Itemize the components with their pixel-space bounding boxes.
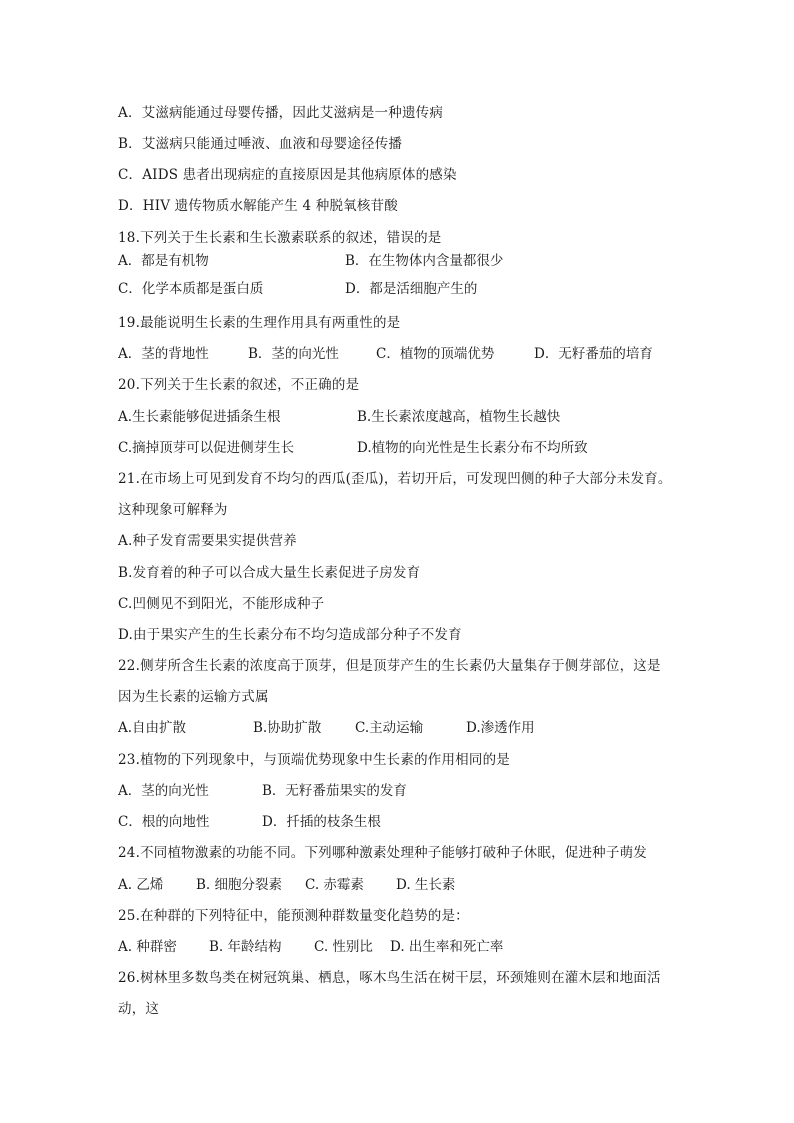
q20-stem: 20.下列关于生长素的叙述，不正确的是 (118, 377, 360, 393)
q20-option-d: D.植物的向光性是生长素分布不均所致 (357, 440, 588, 456)
q24-option-a: A. 乙烯 (118, 877, 164, 893)
q23-option-d: D．扦插的枝条生根 (262, 814, 381, 830)
q22-option-a: A.自由扩散 (118, 720, 187, 736)
q18-option-c: C．化学本质都是蛋白质 (118, 281, 264, 297)
q26-stem-line2: 动，这 (118, 1001, 160, 1017)
q24-option-b: B. 细胞分裂素 (196, 877, 283, 893)
q24-stem: 24.不同植物激素的功能不同。下列哪种激素处理种子能够打破种子休眠，促进种子萌发 (118, 845, 647, 861)
q23-option-a: A．茎的向光性 (118, 783, 209, 799)
q25-option-d: D. 出生率和死亡率 (390, 939, 504, 955)
q24-option-d: D. 生长素 (396, 877, 456, 893)
q21-stem-line1: 21.在市场上可见到发育不均匀的西瓜(歪瓜)，若切开后，可发现凹侧的种子大部分未发育。 (118, 471, 672, 487)
q26-stem-line1: 26.树林里多数鸟类在树冠筑巢、栖息，啄木鸟生活在树干层，环颈雉则在灌木层和地面活 (118, 970, 661, 986)
q20-option-c: C.摘掉顶芽可以促进侧芽生长 (118, 440, 295, 456)
q18-stem: 18.下列关于生长素和生长激素联系的叙述，错误的是 (118, 230, 442, 246)
q19-option-c: C．植物的顶端优势 (376, 346, 495, 362)
q21-stem-line2: 这种现象可解释为 (118, 502, 228, 518)
q25-option-b: B. 年龄结构 (209, 939, 282, 955)
q23-option-b: B．无籽番茄果实的发育 (262, 783, 407, 799)
q23-option-c: C．根的向地性 (118, 814, 210, 830)
q17-option-d: D．HIV 遗传物质水解能产生 4 种脱氧核苷酸 (118, 198, 398, 214)
q23-stem: 23.植物的下列现象中，与顶端优势现象中生长素的作用相同的是 (118, 752, 510, 768)
q22-stem-line1: 22.侧芽所含生长素的浓度高于顶芽，但是顶芽产生的生长素仍大量集存于侧芽部位，这是 (118, 658, 661, 674)
q19-option-b: B．茎的向光性 (248, 346, 339, 362)
q22-option-d: D.渗透作用 (466, 720, 535, 736)
q18-option-a: A．都是有机物 (118, 253, 209, 269)
q22-stem-line2: 因为生长素的运输方式属 (118, 689, 269, 705)
q25-stem: 25.在种群的下列特征中，能预测种群数量变化趋势的是： (118, 908, 469, 924)
q21-option-d: D.由于果实产生的生长素分布不均匀造成部分种子不发育 (118, 627, 462, 643)
q22-option-c: C.主动运输 (355, 720, 424, 736)
q25-option-c: C. 性别比 (314, 939, 373, 955)
q22-option-b: B.协助扩散 (253, 720, 322, 736)
q25-option-a: A. 种群密 (118, 939, 177, 955)
q21-option-a: A.种子发育需要果实提供营养 (118, 533, 297, 549)
q19-option-a: A．茎的背地性 (118, 346, 209, 362)
q18-option-d: D．都是活细胞产生的 (345, 281, 478, 297)
q20-option-b: B.生长素浓度越高，植物生长越快 (357, 409, 561, 425)
q21-option-c: C.凹侧见不到阳光，不能形成种子 (118, 596, 325, 612)
q24-option-c: C. 赤霉素 (305, 877, 364, 893)
q20-option-a: A.生长素能够促进插条生根 (118, 409, 281, 425)
q17-option-a: A．艾滋病能通过母婴传播，因此艾滋病是一种遗传病 (118, 105, 444, 121)
q21-option-b: B.发育着的种子可以合成大量生长素促进子房发育 (118, 565, 421, 581)
q19-stem: 19.最能说明生长素的生理作用具有两重性的是 (118, 315, 401, 331)
q17-option-c: C．AIDS 患者出现病症的直接原因是其他病原体的感染 (118, 167, 457, 183)
q17-option-b: B．艾滋病只能通过唾液、血液和母婴途径传播 (118, 136, 403, 152)
q19-option-d: D．无籽番茄的培育 (534, 346, 653, 362)
q18-option-b: B．在生物体内含量都很少 (345, 253, 504, 269)
